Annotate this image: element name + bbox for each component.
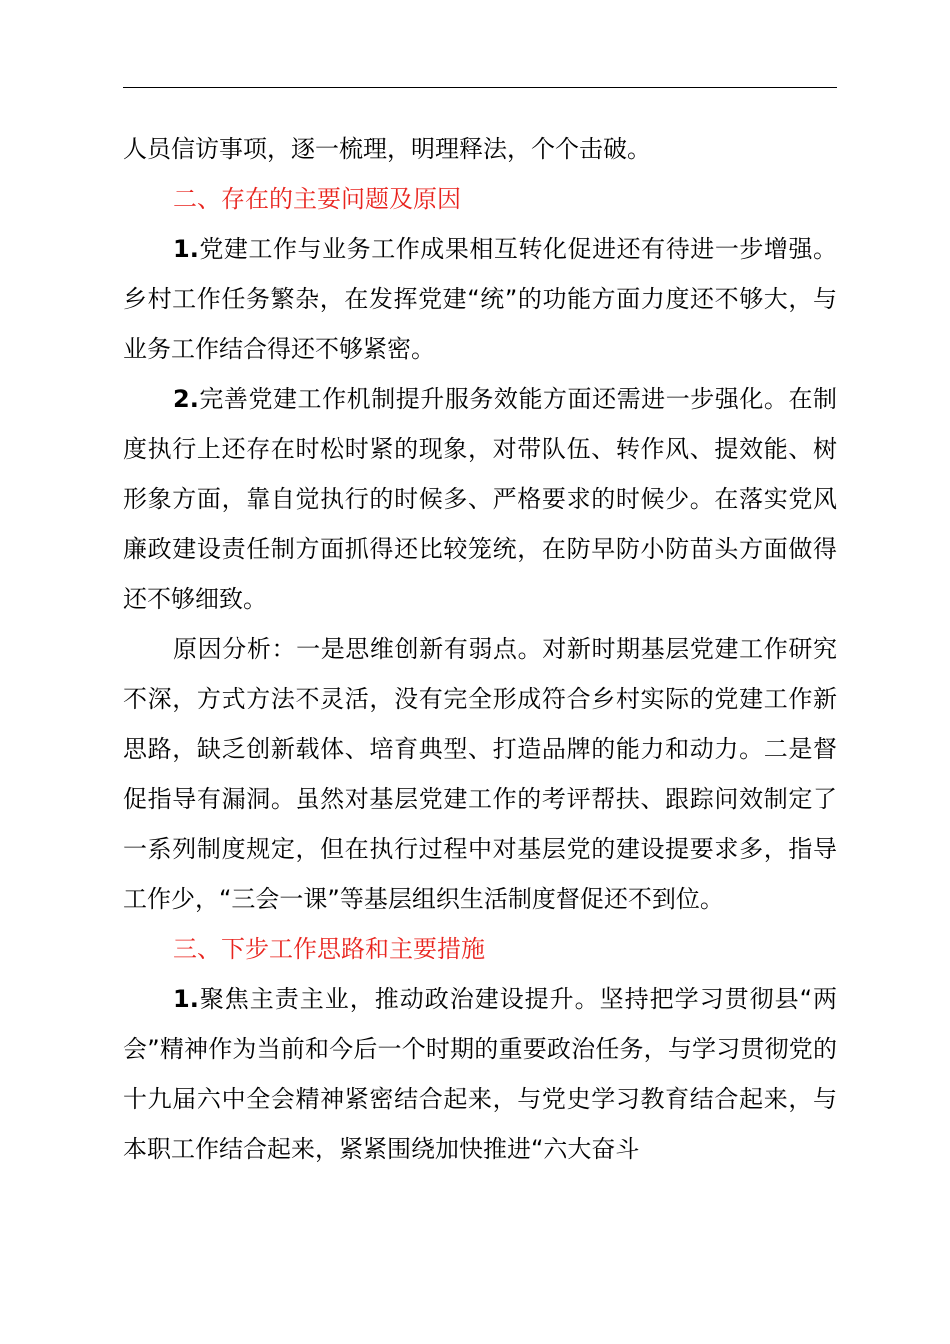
paragraph-cause-analysis — [123, 624, 837, 924]
paragraph-text: 完善党建工作机制提升服务效能方面还需进一步强化。在制度执行上还存在时松时紧的现象，对带队伍、转作风、提效能、树形象方面，靠自觉执行的时候多、严格要求的时候少。在落实党风廉政建设责任制方面抓得还比较笼统，在防早防小防苗头方面做得还不够细致。 — [123, 385, 837, 613]
paragraph-text: 聚焦主责主业，推动政治建设提升。坚持把学习贯彻县“两会”精神作为当前和今后一个时期的重要政治任务，与学习贯彻党的十九届六中全会精神紧密结合起来，与党史学习教育结合起来，与本职工作结合起来，紧紧围绕加快推进“六大奋斗 — [123, 985, 837, 1163]
section-heading-3 — [123, 924, 837, 974]
document-body — [123, 124, 837, 1174]
paragraph-item-1 — [123, 224, 837, 374]
item-number: 1. — [173, 235, 199, 263]
paragraph-item-2 — [123, 374, 837, 624]
item-number: 1. — [173, 985, 199, 1013]
paragraph-text: 人员信访事项，逐一梳理，明理释法，个个击破。 — [123, 135, 651, 163]
paragraph-text: 党建工作与业务工作成果相互转化促进还有待进一步增强。乡村工作任务繁杂，在发挥党建“统”的功能方面力度还不够大，与业务工作结合得还不够紧密。 — [123, 235, 837, 363]
item-number: 2. — [173, 385, 199, 413]
header-rule — [123, 87, 837, 88]
section-heading-2 — [123, 174, 837, 224]
paragraph-text: 原因分析：一是思维创新有弱点。对新时期基层党建工作研究不深，方式方法不灵活，没有完全形成符合乡村实际的党建工作新思路，缺乏创新载体、培育典型、打造品牌的能力和动力。二是督促指导有漏洞。虽然对基层党建工作的考评帮扶、跟踪问效制定了一系列制度规定，但在执行过程中对基层党的建设提要求多，指导工作少，“三会一课”等基层组织生活制度督促还不到位。 — [123, 635, 837, 913]
heading-text: 三、下步工作思路和主要措施 — [173, 935, 485, 963]
heading-text: 二、存在的主要问题及原因 — [173, 185, 461, 213]
paragraph-measure-1 — [123, 974, 837, 1174]
paragraph-continuation — [123, 124, 837, 174]
